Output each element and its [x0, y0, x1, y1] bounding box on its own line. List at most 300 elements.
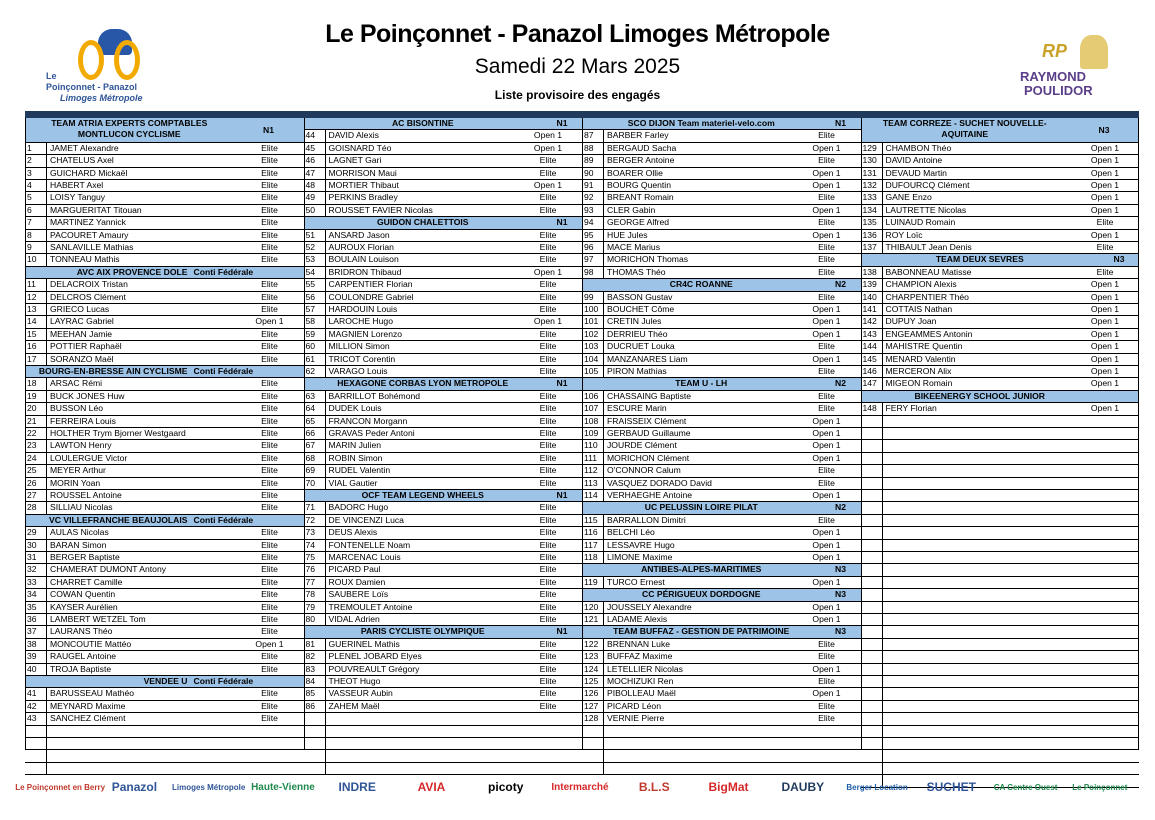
bib-number: 37 — [25, 626, 47, 638]
rider-row — [25, 192, 304, 204]
rider-row — [861, 738, 1140, 750]
rider-name: HOLTHER Trym Bjorner Westgaard — [50, 428, 186, 438]
bib-number: 25 — [25, 465, 47, 477]
rider-name: MAGNIEN Lorenzo — [328, 328, 403, 339]
bib-number — [861, 478, 883, 490]
rider-row — [304, 738, 583, 750]
bib-number: 10 — [25, 254, 47, 266]
rider-name: MARIN Julien — [328, 440, 382, 451]
rider-row — [25, 527, 304, 539]
bib-number — [861, 701, 883, 713]
rider-row — [582, 676, 861, 688]
rider-row — [304, 688, 583, 700]
entries-table — [25, 111, 1139, 756]
rider-category: Open 1 — [533, 180, 563, 190]
bib-number: 14 — [25, 316, 47, 328]
rider-name: TRICOT Corentin — [328, 353, 396, 364]
rider-row — [582, 403, 861, 415]
team-level: N1 — [556, 378, 568, 389]
rider-row — [861, 403, 1140, 415]
bib-number: 49 — [304, 192, 326, 204]
bib-number: 8 — [25, 230, 47, 242]
bib-number: 67 — [304, 440, 326, 452]
rider-category: Elite — [539, 353, 557, 364]
rider-row — [304, 354, 583, 366]
bib-number: 61 — [304, 354, 326, 366]
rider-name: SORANZO Maël — [50, 353, 114, 364]
rider-row — [25, 589, 304, 601]
rider-row — [582, 540, 861, 552]
team-header — [582, 279, 861, 291]
bib-number: 19 — [25, 391, 47, 403]
rider-row — [582, 713, 861, 725]
rider-category: Elite — [818, 366, 835, 376]
bib-number: 45 — [304, 143, 326, 155]
bib-number: 73 — [304, 527, 326, 539]
rider-category: Elite — [261, 589, 278, 600]
bib-number: 126 — [582, 688, 604, 700]
rider-name: CHARRET Camille — [50, 576, 123, 587]
rider-name: BUCK JONES Huw — [50, 390, 125, 401]
rider-row — [861, 168, 1140, 180]
bib-number: 79 — [304, 602, 326, 614]
bib-number: 89 — [582, 155, 604, 167]
rider-row — [861, 416, 1140, 428]
bib-number: 13 — [25, 304, 47, 316]
rider-category: Open 1 — [1090, 291, 1120, 302]
rider-row — [582, 440, 861, 452]
bib-number — [861, 713, 883, 725]
rider-row — [304, 143, 583, 155]
rider-name: TROJA Baptiste — [50, 663, 112, 674]
rider-category: Open 1 — [812, 415, 841, 426]
bib-number: 103 — [582, 341, 604, 353]
rider-name: AULAS Nicolas — [50, 527, 109, 538]
rider-name: MORICHON Clément — [607, 452, 690, 463]
rider-category: Open 1 — [812, 304, 841, 314]
rider-category: Open 1 — [812, 614, 841, 624]
bib-number — [861, 626, 883, 638]
rider-row — [861, 155, 1140, 167]
rider-row — [25, 738, 304, 750]
rider-category: Elite — [539, 477, 557, 488]
rider-category: Elite — [539, 304, 557, 314]
rider-row — [304, 651, 583, 663]
rider-row — [25, 403, 304, 415]
rider-row — [25, 143, 304, 155]
bib-number: 114 — [582, 490, 604, 502]
rider-category: Elite — [818, 242, 835, 252]
rider-category: Elite — [261, 527, 278, 538]
poinconnet-logo: Le Poinçonnet en Berry — [15, 782, 106, 792]
bib-number: 129 — [861, 143, 883, 155]
bib-number — [861, 564, 883, 576]
team-name: OCF TEAM LEGEND WHEELS — [361, 490, 484, 500]
rider-row — [304, 403, 583, 415]
bib-number — [861, 639, 883, 651]
bib-number — [861, 738, 883, 750]
bib-number — [304, 713, 326, 725]
rider-name: CHAMERAT DUMONT Antony — [50, 564, 167, 575]
bib-number: 116 — [582, 527, 604, 539]
rider-category: Elite — [261, 390, 278, 401]
bib-number: 110 — [582, 440, 604, 452]
rider-category: Open 1 — [812, 688, 841, 699]
bib-number: 33 — [25, 577, 47, 589]
rider-row — [25, 254, 304, 266]
rider-name: CHASSAING Baptiste — [607, 390, 692, 401]
rider-row — [861, 552, 1140, 564]
bib-number: 115 — [582, 515, 604, 527]
rider-row — [582, 664, 861, 676]
bib-number: 131 — [861, 168, 883, 180]
rider-category: Elite — [539, 254, 557, 265]
rider-category: Elite — [261, 651, 278, 662]
rider-name: MARTINEZ Yannick — [50, 217, 126, 228]
rider-name: MACE Marius — [607, 242, 661, 252]
bib-number: 93 — [582, 205, 604, 217]
rider-name: BUSSON Léo — [50, 403, 104, 414]
rider-name: DUDEK Louis — [328, 403, 382, 414]
rider-name: BELCHI Léo — [607, 527, 655, 538]
rider-row — [25, 552, 304, 564]
rider-name: FERREIRA Louis — [50, 415, 116, 426]
bib-number: 104 — [582, 354, 604, 366]
bib-number: 145 — [861, 354, 883, 366]
bib-number: 122 — [582, 639, 604, 651]
rider-category: Elite — [261, 502, 278, 513]
rider-category: Open 1 — [1090, 192, 1120, 203]
rider-category: Open 1 — [1090, 155, 1120, 166]
rider-row — [861, 478, 1140, 490]
bib-number: 80 — [304, 614, 326, 626]
rider-name: PICARD Paul — [328, 564, 381, 575]
rider-category: Elite — [261, 142, 278, 153]
team-level: N2 — [835, 378, 846, 389]
bib-number — [304, 726, 326, 738]
team-header — [304, 217, 583, 229]
rider-name: DUCRUET Louka — [607, 341, 675, 352]
rider-category: Elite — [818, 291, 835, 302]
rider-name: VIAL Gautier — [328, 477, 378, 488]
rider-row — [861, 664, 1140, 676]
rider-category: Open 1 — [812, 229, 841, 240]
rider-name: ROBIN Simon — [328, 452, 383, 463]
rider-category: Elite — [261, 564, 278, 575]
rider-category: Elite — [261, 180, 278, 190]
rider-category: Elite — [261, 465, 278, 476]
rider-name: DUFOURCQ Clément — [885, 180, 970, 190]
bib-number: 132 — [861, 180, 883, 192]
rider-row — [861, 602, 1140, 614]
rider-row — [304, 254, 583, 266]
bib-number: 69 — [304, 465, 326, 477]
bib-number: 130 — [861, 155, 883, 167]
rider-row — [582, 316, 861, 328]
rider-name: BARRILLOT Bohémond — [328, 390, 421, 401]
bib-number: 138 — [861, 267, 883, 279]
rider-row — [25, 329, 304, 341]
rider-name: BOARER Ollie — [607, 167, 663, 178]
rider-category: Open 1 — [812, 527, 841, 538]
rider-category: Elite — [539, 601, 557, 612]
rider-row — [25, 440, 304, 452]
rider-name: DUPUY Joan — [885, 316, 937, 327]
bib-number: 94 — [582, 217, 604, 229]
rider-row — [582, 552, 861, 564]
rider-name: LOULERGUE Victor — [50, 452, 128, 463]
rider-category: Elite — [261, 614, 278, 624]
rider-name: PERKINS Bradley — [328, 192, 398, 203]
team-name: TEAM ATRIA EXPERTS COMPTABLES MONTLUCON CYCLISME — [51, 118, 208, 140]
bib-number: 56 — [304, 292, 326, 304]
bib-number: 3 — [25, 168, 47, 180]
limoges-logo: Limoges Métropole — [172, 782, 246, 792]
rider-row — [25, 217, 304, 229]
rider-category: Open 1 — [1090, 341, 1120, 352]
team-header — [304, 626, 583, 638]
rider-row — [861, 589, 1140, 601]
rider-row — [861, 713, 1140, 725]
column-divider — [861, 118, 862, 749]
rider-name: MARGUERITAT Titouan — [50, 204, 142, 215]
rider-name: ENGEAMMES Antonin — [885, 328, 973, 339]
rider-name: BRIDRON Thibaud — [328, 266, 402, 277]
bib-number: 54 — [304, 267, 326, 279]
rider-category: Open 1 — [255, 316, 284, 327]
rider-category: Open 1 — [812, 204, 841, 215]
rider-category: Elite — [539, 229, 557, 240]
bib-number: 53 — [304, 254, 326, 266]
team-name: TEAM U - LH — [675, 378, 728, 389]
bib-number: 27 — [25, 490, 47, 502]
rider-category: Open 1 — [812, 142, 841, 153]
rider-row — [25, 316, 304, 328]
team-header — [861, 254, 1140, 266]
rider-category: Elite — [261, 700, 278, 711]
bib-number: 64 — [304, 403, 326, 415]
rider-row — [582, 490, 861, 502]
rider-category: Open 1 — [1090, 378, 1120, 389]
rider-row — [861, 329, 1140, 341]
bib-number: 40 — [25, 664, 47, 676]
rider-row — [582, 242, 861, 254]
rider-name: VERHAEGHE Antoine — [607, 490, 693, 500]
rider-row — [582, 416, 861, 428]
bib-number: 46 — [304, 155, 326, 167]
bib-number: 101 — [582, 316, 604, 328]
team-level: N1 — [263, 125, 274, 135]
bib-number: 59 — [304, 329, 326, 341]
rider-name: BERGER Baptiste — [50, 552, 120, 562]
rider-name: LAURANS Théo — [50, 626, 113, 637]
rider-name: CLER Gabin — [607, 204, 656, 215]
rider-row — [25, 354, 304, 366]
bib-number: 142 — [861, 316, 883, 328]
rider-category: Open 1 — [812, 328, 841, 339]
rider-row — [25, 230, 304, 242]
rider-row — [25, 304, 304, 316]
bib-number: 74 — [304, 540, 326, 552]
rider-category: Elite — [539, 403, 557, 414]
rider-name: CHAMPION Alexis — [885, 279, 957, 290]
bib-number: 100 — [582, 304, 604, 316]
rider-row — [582, 341, 861, 353]
indre-logo: INDRE — [338, 780, 376, 794]
rider-name: MEEHAN Jamie — [50, 328, 113, 339]
rider-row — [861, 515, 1140, 527]
bib-number — [861, 502, 883, 514]
rider-name: SANCHEZ Clément — [50, 713, 126, 724]
column-divider — [25, 118, 26, 749]
rider-name: MEYER Arthur — [50, 465, 106, 476]
rider-name: THIBAULT Jean Denis — [885, 242, 972, 252]
rider-row — [25, 292, 304, 304]
rider-name: ROUSSEL Antoine — [50, 490, 122, 500]
bib-number: 44 — [304, 130, 326, 142]
rider-row — [861, 279, 1140, 291]
bib-number: 135 — [861, 217, 883, 229]
rider-row — [582, 453, 861, 465]
rider-category: Elite — [261, 328, 278, 339]
rider-row — [25, 664, 304, 676]
team-header — [582, 626, 861, 638]
column-divider — [582, 118, 583, 749]
rider-category: Elite — [818, 192, 835, 203]
rider-name: BABONNEAU Matisse — [885, 266, 972, 277]
rider-name: LAMBERT WETZEL Tom — [50, 614, 146, 624]
rider-category: Elite — [261, 663, 278, 674]
rider-row — [582, 292, 861, 304]
column-divider — [1138, 118, 1139, 749]
ville-logo: Le Poinçonnet — [1072, 782, 1128, 792]
rider-name: BOUCHET Côme — [607, 304, 675, 314]
rider-category: Open 1 — [1090, 316, 1120, 327]
bib-number: 139 — [861, 279, 883, 291]
rider-row — [861, 701, 1140, 713]
intermarche-logo: Intermarché — [551, 781, 609, 793]
rider-name: BOURG Quentin — [607, 180, 671, 190]
rider-name: PIRON Mathias — [607, 366, 667, 376]
rider-category: Elite — [539, 366, 557, 376]
rider-row — [582, 180, 861, 192]
rider-category: Elite — [539, 167, 557, 178]
rider-category: Elite — [261, 341, 278, 352]
rider-row — [861, 180, 1140, 192]
bib-number: 72 — [304, 515, 326, 527]
bib-number: 143 — [861, 329, 883, 341]
bib-number: 6 — [25, 205, 47, 217]
rider-row — [25, 341, 304, 353]
rider-name: MIGEON Romain — [885, 378, 953, 389]
rider-name: LOISY Tanguy — [50, 192, 106, 203]
bib-number — [25, 738, 47, 750]
rider-row — [25, 391, 304, 403]
rider-row — [582, 738, 861, 750]
bib-number: 55 — [304, 279, 326, 291]
bib-number: 30 — [25, 540, 47, 552]
team-level: N3 — [835, 564, 846, 575]
rider-name: FONTENELLE Noam — [328, 539, 411, 550]
rider-category: Open 1 — [1090, 366, 1120, 376]
rider-category: Open 1 — [1090, 279, 1120, 290]
bib-number: 140 — [861, 292, 883, 304]
bib-number: 68 — [304, 453, 326, 465]
rider-row — [304, 242, 583, 254]
rider-row — [304, 465, 583, 477]
rider-name: BRENNAN Luke — [607, 638, 671, 649]
bib-number — [861, 577, 883, 589]
bib-number: 41 — [25, 688, 47, 700]
rider-name: BARRALLON Dimitri — [607, 514, 686, 525]
rider-name: PICARD Léon — [607, 700, 661, 711]
rider-category: Elite — [818, 254, 835, 265]
bib-number: 96 — [582, 242, 604, 254]
rider-category: Elite — [261, 403, 278, 414]
bib-number — [304, 738, 326, 750]
rider-name: MENARD Valentin — [885, 353, 956, 364]
rider-name: JOURDE Clément — [607, 440, 677, 451]
rider-category: Elite — [261, 440, 278, 451]
rider-name: MARCENAC Louis — [328, 552, 401, 562]
rider-name: VASSEUR Aubin — [328, 688, 393, 699]
rider-row — [582, 639, 861, 651]
team-level: N2 — [835, 279, 846, 290]
team-level: Conti Fédérale — [193, 514, 254, 525]
rider-category: Elite — [261, 279, 278, 290]
rider-row — [304, 180, 583, 192]
rider-row — [304, 279, 583, 291]
rider-category: Elite — [261, 452, 278, 463]
rider-row — [304, 316, 583, 328]
column-divider — [304, 118, 305, 749]
bib-number: 118 — [582, 552, 604, 564]
rider-name: THEOT Hugo — [328, 676, 381, 686]
rider-name: ROUX Damien — [328, 576, 386, 587]
rider-row — [861, 304, 1140, 316]
rider-name: HABERT Axel — [50, 180, 104, 190]
rider-category: Open 1 — [533, 316, 563, 327]
bib-number — [861, 540, 883, 552]
rider-row — [304, 292, 583, 304]
rider-row — [304, 701, 583, 713]
rider-category: Elite — [261, 254, 278, 265]
rider-category: Open 1 — [1090, 304, 1120, 314]
rider-row — [861, 143, 1140, 155]
rider-category: Open 1 — [812, 576, 841, 587]
bib-number: 65 — [304, 416, 326, 428]
bib-number — [861, 614, 883, 626]
rider-row — [304, 428, 583, 440]
rider-category: Open 1 — [812, 167, 841, 178]
rider-row — [861, 192, 1140, 204]
bib-number — [861, 465, 883, 477]
team-header — [25, 118, 304, 143]
team-name: ANTIBES-ALPES-MARITIMES — [641, 564, 762, 575]
rider-row — [582, 329, 861, 341]
rider-name: DERRIEU Théo — [607, 328, 668, 339]
bib-number: 102 — [582, 329, 604, 341]
rider-row — [25, 502, 304, 514]
rider-name: MILLION Simon — [328, 341, 390, 352]
rider-row — [304, 391, 583, 403]
rider-name: ANSARD Jason — [328, 229, 390, 240]
bls-logo: B.L.S — [638, 780, 670, 794]
rider-name: LAWTON Henry — [50, 440, 112, 451]
logo-name-line1: RAYMOND — [1020, 69, 1086, 84]
rider-name: MAHISTRE Quentin — [885, 341, 963, 352]
rider-row — [304, 168, 583, 180]
